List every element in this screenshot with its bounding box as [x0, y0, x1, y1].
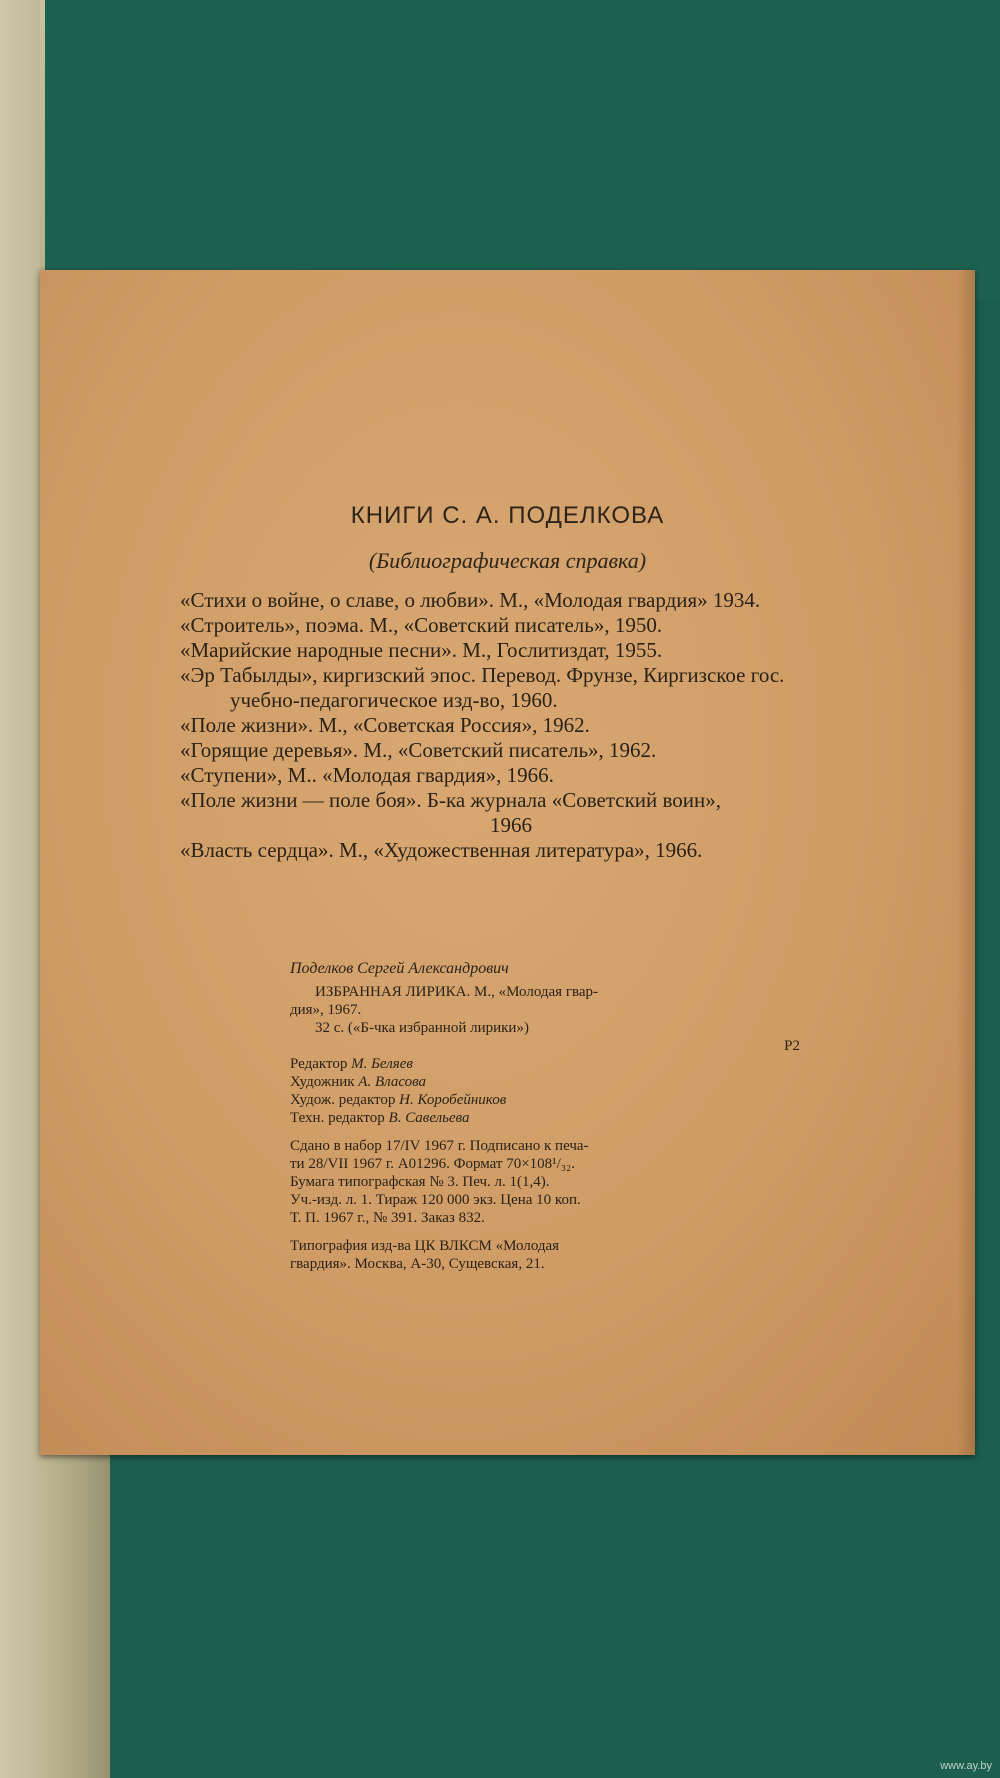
- print-info-line: Т. П. 1967 г., № 391. Заказ 832.: [290, 1210, 485, 1226]
- bibliography-entry: «Горящие деревья». М., «Советский писатель», 1962.: [180, 738, 657, 762]
- bibliography-entry: «Строитель», поэма. М., «Советский писатель», 1950.: [180, 613, 663, 637]
- book-page: [40, 270, 975, 1455]
- print-info-line: ти 28/VII 1967 г. А01296. Формат 70×108¹/₃₂.: [290, 1156, 576, 1172]
- colophon-code-row: [290, 1037, 800, 1055]
- page-subheading: (Библиографическая справка): [368, 548, 647, 573]
- print-info-line: Сдано в набор 17/IV 1967 г. Подписано к печа-: [290, 1138, 589, 1154]
- colophon-title: ИЗБРАННАЯ ЛИРИКА. М., «Молодая гвар-: [315, 984, 599, 1000]
- credits: [290, 1055, 800, 1127]
- bibliography-list: [180, 588, 940, 863]
- credit-line: Техн. редактор В. Савельева: [290, 1110, 470, 1126]
- printer-line: гвардия». Москва, А-30, Сущевская, 21.: [290, 1256, 545, 1272]
- green-backdrop-bottom: [110, 1440, 1000, 1778]
- green-backdrop-top: [45, 0, 1000, 300]
- credit-line: Худож. редактор Н. Коробейников: [290, 1092, 507, 1108]
- colophon-series-row: [290, 1019, 800, 1037]
- print-info: [290, 1137, 800, 1227]
- printer-info: [290, 1237, 800, 1273]
- bibliography-entry: «Власть сердца». М., «Художественная литература», 1966.: [180, 838, 703, 862]
- credit-line: Художник А. Власова: [290, 1074, 427, 1090]
- page-edge-shadow: [957, 270, 975, 1455]
- bibliography-entry: «Стихи о войне, о славе, о любви». М., «Молодая гвардия» 1934.: [180, 588, 761, 612]
- bibliography-entry: «Поле жизни — поле боя». Б-ка журнала «Советский воин», 1966: [180, 788, 722, 837]
- colophon-author: Поделков Сергей Александрович: [290, 960, 509, 977]
- colophon-series: 32 с. («Б-чка избранной лирики»): [315, 1020, 529, 1036]
- bibliography-entry: «Ступени», М.. «Молодая гвардия», 1966.: [180, 763, 554, 787]
- credit-line: Редактор М. Беляев: [290, 1056, 413, 1072]
- page-heading: КНИГИ С. А. ПОДЕЛКОВА: [350, 502, 665, 529]
- printer-line: Типография изд-ва ЦК ВЛКСМ «Молодая: [290, 1238, 560, 1254]
- bibliography-entry: «Марийские народные песни». М., Гослитиздат, 1955.: [180, 638, 663, 662]
- print-info-line: Уч.-изд. л. 1. Тираж 120 000 экз. Цена 10 коп.: [290, 1192, 581, 1208]
- bibliography-entry: «Эр Табылды», киргизский эпос. Перевод. Фрунзе, Киргизское гос. учебно-педагогическое изд-во, 1960.: [180, 663, 785, 712]
- watermark: www.ay.by: [940, 1760, 992, 1772]
- classification-code: Р2: [784, 1038, 800, 1054]
- bibliography-entry: «Поле жизни». М., «Советская Россия», 1962.: [180, 713, 590, 737]
- print-info-line: Бумага типографская № 3. Печ. л. 1(1,4).: [290, 1174, 550, 1190]
- colophon-title-cont: дия», 1967.: [290, 1002, 362, 1018]
- colophon: [290, 960, 800, 1273]
